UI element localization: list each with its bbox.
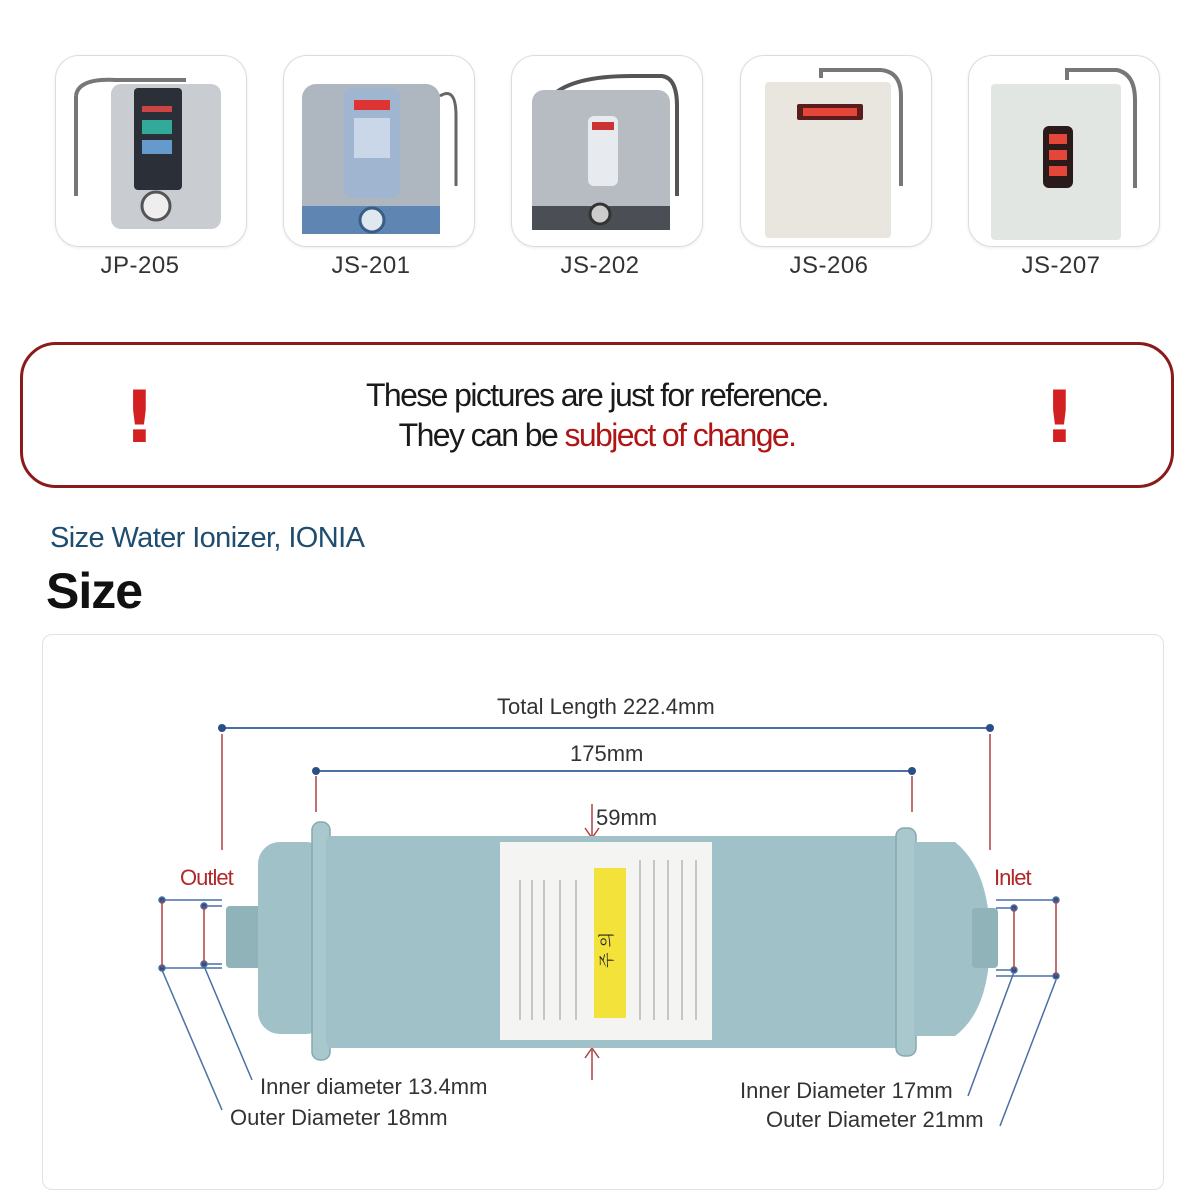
inlet-nozzle bbox=[972, 908, 998, 968]
inlet-label: Inlet bbox=[994, 865, 1031, 890]
warning-label-text: 주 의 bbox=[597, 932, 616, 968]
product-model-label: JS-201 bbox=[331, 252, 411, 279]
notice-line-2-text: They can be bbox=[398, 417, 565, 453]
notice-highlight: subject of change. bbox=[564, 417, 796, 453]
product-model-label: JS-202 bbox=[560, 252, 640, 279]
inlet-outer-diameter-label: Outer Diameter 21mm bbox=[766, 1107, 984, 1132]
page-title: Size bbox=[46, 563, 143, 619]
page-subtitle: Size Water Ionizer, IONIA bbox=[50, 522, 365, 554]
warning-exclamation-icon: ! bbox=[1043, 375, 1076, 459]
warning-exclamation-icon: ! bbox=[123, 375, 156, 459]
outlet-inner-diameter-label: Inner diameter 13.4mm bbox=[260, 1074, 488, 1099]
product-model-label: JS-206 bbox=[789, 252, 869, 279]
outlet-outer-diameter-label: Outer Diameter 18mm bbox=[230, 1105, 448, 1130]
outlet-label: Outlet bbox=[180, 865, 233, 890]
notice-line-1: These pictures are just for reference. bbox=[365, 377, 829, 413]
inlet-inner-diameter-label: Inner Diameter 17mm bbox=[740, 1078, 953, 1103]
diameter-label: 59mm bbox=[596, 805, 658, 830]
product-model-label: JP-205 bbox=[100, 252, 180, 279]
total-length-label: Total Length 222.4mm bbox=[497, 694, 715, 719]
product-model-label: JS-207 bbox=[1021, 252, 1101, 279]
body-length-label: 175mm bbox=[570, 741, 644, 766]
